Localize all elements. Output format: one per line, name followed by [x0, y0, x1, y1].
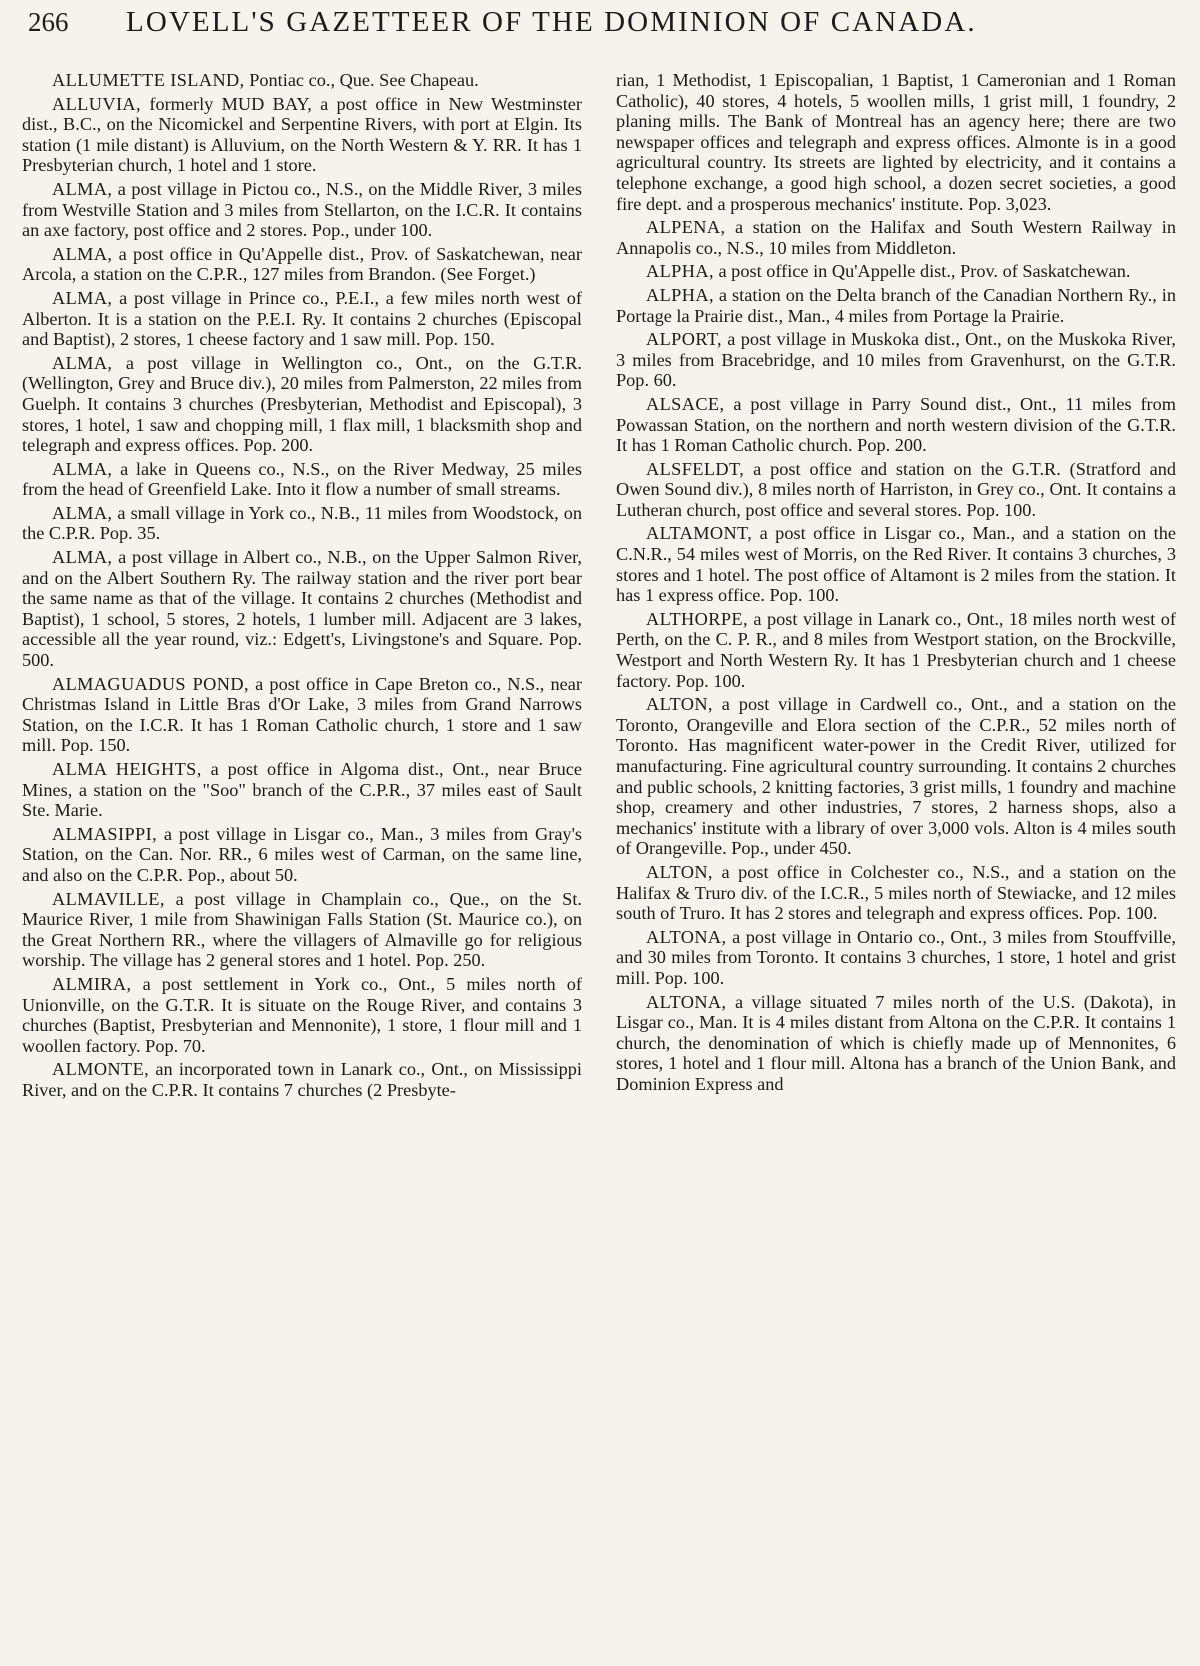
entry-headword: ALLUMETTE ISLAND,	[52, 70, 245, 90]
page-header	[28, 6, 1178, 48]
entry-text: a post village in Ontario co., Ont., 3 miles from Stouffville, and 30 miles from Toronto. It contains 3 churches, 1 store, 1 hotel and grist mill. Pop. 100.	[616, 926, 1176, 988]
entry-headword: ALMIRA,	[52, 973, 132, 994]
entry-text: a post village in Albert co., N.B., on the Upper Salmon River, and on the Albert Southern Ry. The railway station and the river port bear the same name as that of the village. It contains 2 churches (Methodist and Baptist), 1 school, 5 stores, 2 hotels, 1 lumber mill. Adjacent are 3 lakes, accessible all the year round, viz.: Edgett's, Livingstone's and Square. Pop. 500.	[22, 547, 582, 671]
entry-text: a post office in Algoma dist., Ont., near Bruce Mines, a station on the "Soo" branch of the C.P.R., 37 miles east of Sault Ste. Marie.	[22, 759, 582, 821]
entry-text: a post office in Qu'Appelle dist., Prov. of Saskatchewan, near Arcola, a station on the C.P.R., 127 miles from Brandon. (See Forget.)	[22, 243, 582, 285]
gazetteer-entry	[616, 609, 1176, 691]
entry-headword: ALMA,	[52, 458, 113, 479]
entry-headword: ALMAGUADUS POND,	[52, 673, 249, 694]
entry-headword: ALPORT,	[646, 329, 723, 350]
entry-headword: ALMONTE,	[52, 1059, 150, 1080]
entry-headword: ALTONA,	[646, 926, 727, 947]
entry-text: a post village in Pictou co., N.S., on the Middle River, 3 miles from Westville Station and 3 miles from Stellarton, on the I.C.R. It contains an axe factory, post office and 2 stores. Pop., under 100.	[22, 178, 582, 241]
gazetteer-entry	[616, 217, 1176, 258]
entry-text: a post village in Champlain co., Que., on the St. Maurice River, 1 mile from Shawinigan Falls Station (St. Maurice co.), on the Great Northern RR., where the villagers of Almaville go for religious worship. The village has 2 general stores and 1 hotel. Pop. 250.	[22, 888, 582, 971]
running-title: LOVELL'S GAZETTEER OF THE DOMINION OF CANADA.	[126, 6, 977, 38]
entry-headword: ALMA,	[52, 502, 113, 523]
entry-text: a post village in Cardwell co., Ont., and a station on the Toronto, Orangeville and Elora section of the C.P.R., 52 miles north of Toronto. Has magnificent water-power in the Credit River, utilized for manufacturing. Fine agricultural country surrounding. It contains 2 churches and public schools, 2 knitting factories, 3 grist mills, 1 foundry and machine shop, creamery and other industries, 7 stores, 2 harness shops, also a mechanics' institute with a library of over 3,000 vols. Alton is 4 miles south of Orangeville. Pop., under 450.	[616, 694, 1176, 859]
gazetteer-entry	[22, 674, 582, 756]
gazetteer-entry	[616, 394, 1176, 456]
entry-headword: ALTHORPE,	[646, 608, 748, 629]
entry-text: a post settlement in York co., Ont., 5 miles north of Unionville, on the G.T.R. It is situate on the Rouge River, and contains 3 churches (Baptist, Presbyterian and Mennonite), 1 store, 1 flour mill and 1 woollen factory. Pop. 70.	[22, 973, 582, 1056]
entry-text: a post office in Lisgar co., Man., and a station on the C.N.R., 54 miles west of Morris, on the Red River. It contains 3 churches, 3 stores and 1 hotel. The post office of Altamont is 2 miles from the station. It has 1 express office. Pop. 100.	[616, 523, 1176, 606]
entry-text: a village situated 7 miles north of the U.S. (Dakota), in Lisgar co., Man. It is 4 miles distant from Altona on the C.P.R. It contains 1 church, the denomination of which is chiefly made up of Mennonites, 6 stores, 1 hotel and 1 flour mill. Altona has a branch of the Union Bank, and Dominion Express and	[616, 991, 1176, 1094]
entry-headword: ALMA,	[52, 178, 113, 199]
entry-headword: ALMA,	[52, 547, 113, 568]
gazetteer-entry	[616, 927, 1176, 989]
gazetteer-entry	[22, 244, 582, 285]
gazetteer-entry	[616, 329, 1176, 391]
entry-headword: ALMA,	[52, 287, 113, 308]
gazetteer-entry	[616, 523, 1176, 605]
entry-text: a lake in Queens co., N.S., on the River Medway, 25 miles from the head of Greenfield Lake. Into it flow a number of small streams.	[22, 458, 582, 500]
entry-headword: ALTAMONT,	[646, 523, 753, 544]
entry-headword: ALTON,	[646, 694, 713, 715]
page-number: 266	[28, 7, 69, 37]
entry-text: an incorporated town in Lanark co., Ont., on Mississippi River, and on the C.P.R. It contains 7 churches (2 Presbyte-	[22, 1059, 582, 1100]
entry-headword: ALMA,	[52, 243, 113, 264]
entry-headword: ALMASIPPI,	[52, 823, 158, 844]
gazetteer-entry	[22, 824, 582, 886]
gazetteer-entry	[616, 285, 1176, 326]
gazetteer-entry	[616, 459, 1176, 521]
entry-text: a small village in York co., N.B., 11 miles from Woodstock, on the C.P.R. Pop. 35.	[22, 502, 582, 544]
entry-text: a station on the Halifax and South Western Railway in Annapolis co., N.S., 10 miles from Middleton.	[616, 217, 1176, 258]
entry-text: a post village in Muskoka dist., Ont., on the Muskoka River, 3 miles from Bracebridge, and 10 miles from Gravenhurst, on the G.T.R. Pop. 60.	[616, 329, 1176, 391]
entry-text: a post village in Lisgar co., Man., 3 miles from Gray's Station, on the Can. Nor. RR., 6 miles west of Carman, on the same line, and also on the C.P.R. Pop., about 50.	[22, 823, 582, 885]
gazetteer-entry	[22, 503, 582, 544]
entry-headword: ALMA HEIGHTS,	[52, 759, 202, 779]
gazetteer-entry	[22, 759, 582, 821]
right-column	[616, 70, 1176, 1660]
gazetteer-entry	[616, 992, 1176, 1095]
gazetteer-entry	[616, 70, 1176, 214]
entry-text: a station on the Delta branch of the Canadian Northern Ry., in Portage la Prairie dist., Man., 4 miles from Portage la Prairie.	[616, 284, 1176, 326]
entry-headword: ALMA,	[52, 352, 113, 373]
entry-headword: ALSFELDT,	[646, 458, 745, 479]
gazetteer-entry	[22, 288, 582, 350]
entry-headword: ALPENA,	[646, 217, 726, 238]
gazetteer-entry	[22, 1059, 582, 1100]
gazetteer-entry	[616, 261, 1176, 282]
entry-text: a post village in Lanark co., Ont., 18 miles north west of Perth, on the C. P. R., and 8 miles from Westport station, on the Brockville, Westport and North Western Ry. It has 1 Presbyterian church and 1 cheese factory. Pop. 100.	[616, 608, 1176, 691]
gazetteer-entry	[22, 459, 582, 500]
gazetteer-entry	[616, 694, 1176, 859]
entry-text: a post office and station on the G.T.R. (Stratford and Owen Sound div.), 8 miles north of Harriston, in Grey co., Ont. It contains a Lutheran church, post office and several stores. Pop. 100.	[616, 458, 1176, 520]
gazetteer-entry	[22, 889, 582, 971]
gazetteer-entry	[22, 94, 582, 176]
gazetteer-entry	[616, 862, 1176, 924]
gazetteer-entry	[22, 70, 582, 91]
entry-headword: ALLUVIA,	[52, 93, 142, 114]
entry-headword: ALTONA,	[646, 991, 727, 1012]
gazetteer-entry	[22, 353, 582, 456]
entry-text: a post village in Parry Sound dist., Ont., 11 miles from Powassan Station, on the northern and north western division of the G.T.R. It has 1 Roman Catholic church. Pop. 200.	[616, 393, 1176, 456]
gazetteer-entry	[22, 179, 582, 241]
entry-text: formerly MUD BAY, a post office in New Westminster dist., B.C., on the Nicomickel and Serpentine Rivers, with port at Elgin. Its station (1 mile distant) is Alluvium, on the North Western & Y. RR. It has 1 Presbyterian church, 1 hotel and 1 store.	[22, 93, 582, 176]
entry-headword: ALPHA,	[646, 261, 714, 282]
entry-text: a post village in Wellington co., Ont., on the G.T.R. (Wellington, Grey and Bruce div.), 20 miles from Palmerston, 22 miles from Guelph. It contains 3 churches (Presbyterian, Methodist and Episcopal), 3 stores, 1 hotel, 1 saw and chopping mill, 1 flax mill, 1 blacksmith shop and telegraph and express offices. Pop. 200.	[22, 352, 582, 456]
entry-headword: ALPHA,	[646, 284, 714, 305]
entry-text: rian, 1 Methodist, 1 Episcopalian, 1 Baptist, 1 Cameronian and 1 Roman Catholic), 40 stores, 4 hotels, 5 woollen mills, 1 grist mill, 1 foundry, 2 planing mills. The Bank of Montreal has an agency here; there are two newspaper offices and telegraph and express offices. Almonte is in a good agricultural country. Its streets are lighted by electricity, and it contains a telephone exchange, a good high school, a dozen secret societies, a good fire dept. and a prosperous mechanics' institute. Pop. 3,023.	[616, 70, 1176, 214]
entry-headword: ALMAVILLE,	[52, 888, 165, 909]
left-column	[22, 70, 582, 1660]
entry-text: a post office in Qu'Appelle dist., Prov. of Saskatchewan.	[713, 261, 1131, 282]
entry-text: a post office in Cape Breton co., N.S., near Christmas Island in Little Bras d'Or Lake, 3 miles from Grand Narrows Station, on the I.C.R. It has 1 Roman Catholic church, 1 store and 1 saw mill. Pop. 150.	[22, 673, 582, 756]
gazetteer-entry	[22, 974, 582, 1056]
entry-text: Pontiac co., Que. See Chapeau.	[244, 70, 479, 90]
entry-text: a post office in Colchester co., N.S., and a station on the Halifax & Truro div. of the I.C.R., 5 miles north of Stewiacke, and 12 miles south of Truro. It has 2 stores and telegraph and express offices. Pop. 100.	[616, 861, 1176, 924]
entry-text: a post village in Prince co., P.E.I., a few miles north west of Alberton. It is a station on the P.E.I. Ry. It contains 2 churches (Episcopal and Baptist), 2 stores, 1 cheese factory and 1 saw mill. Pop. 150.	[22, 287, 582, 350]
entry-headword: ALTON,	[646, 861, 713, 882]
gazetteer-entry	[22, 547, 582, 671]
entry-headword: ALSACE,	[646, 393, 725, 414]
